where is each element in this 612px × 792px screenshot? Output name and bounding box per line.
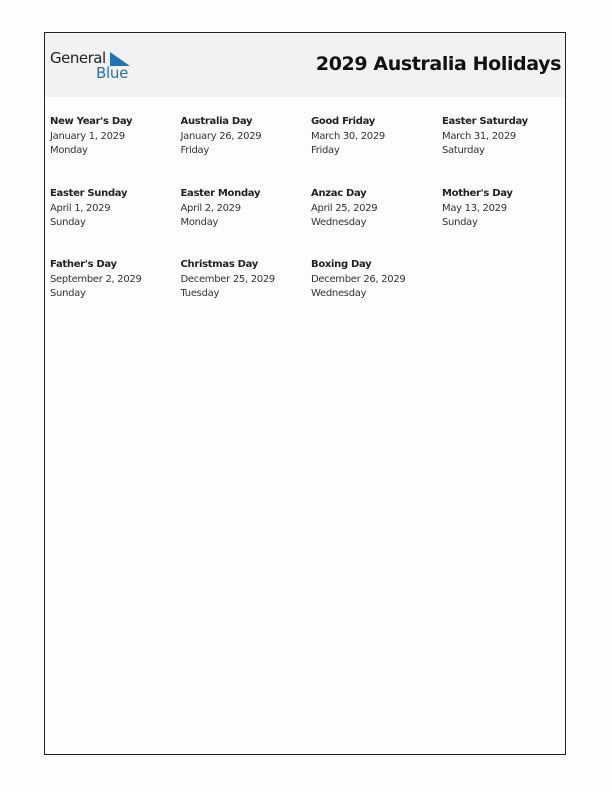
holiday-name: Easter Monday [180, 188, 261, 199]
holiday-date: December 26, 2029 [311, 273, 406, 285]
holiday-name: Christmas Day [180, 259, 259, 270]
holiday-weekday: Friday [180, 145, 210, 156]
holiday-date: December 25, 2029 [180, 273, 275, 285]
holiday-name: Easter Sunday [50, 188, 128, 199]
holiday-item [50, 115, 180, 159]
holiday-weekday: Sunday [442, 217, 478, 228]
generalblue-logo [50, 49, 140, 83]
holiday-name: Australia Day [180, 116, 253, 127]
holiday-weekday: Saturday [442, 145, 485, 156]
holiday-item [181, 258, 311, 302]
holiday-item [50, 258, 180, 302]
holiday-item [181, 115, 311, 159]
logo-word-blue: Blue [96, 64, 128, 82]
holiday-weekday: Sunday [50, 217, 86, 228]
holiday-item [181, 187, 311, 231]
holiday-weekday: Monday [180, 217, 219, 228]
holiday-item [442, 187, 572, 231]
holiday-date: April 2, 2029 [180, 202, 241, 214]
holiday-weekday: Friday [311, 145, 340, 156]
holiday-item [311, 258, 441, 302]
holiday-date: January 26, 2029 [180, 130, 262, 142]
holiday-name: Mother's Day [442, 188, 513, 199]
header-band [45, 33, 565, 97]
holiday-date: April 1, 2029 [50, 202, 111, 214]
holiday-item [311, 187, 441, 231]
holiday-weekday: Monday [50, 145, 88, 156]
holiday-date: May 13, 2029 [442, 202, 507, 214]
holiday-date: April 25, 2029 [311, 202, 378, 214]
holiday-date: March 30, 2029 [311, 130, 385, 142]
holiday-item [311, 115, 441, 159]
holiday-date: January 1, 2029 [50, 130, 125, 142]
holiday-date: September 2, 2029 [50, 273, 142, 285]
holiday-name: Boxing Day [311, 259, 372, 270]
holiday-name: Easter Saturday [442, 116, 528, 127]
logo-word-general: General [50, 49, 106, 67]
holiday-item [442, 115, 572, 159]
page-title: 2029 Australia Holidays [315, 53, 561, 75]
holiday-weekday: Wednesday [311, 288, 367, 299]
page-frame [44, 32, 566, 755]
holiday-weekday: Wednesday [311, 217, 367, 228]
holiday-weekday: Sunday [50, 288, 86, 299]
holiday-name: Good Friday [311, 116, 375, 127]
holiday-name: New Year's Day [50, 116, 133, 127]
holiday-name: Anzac Day [311, 188, 367, 199]
holiday-item [50, 187, 180, 231]
holiday-date: March 31, 2029 [442, 130, 516, 142]
holiday-weekday: Tuesday [180, 288, 220, 299]
holiday-name: Father's Day [50, 259, 117, 270]
